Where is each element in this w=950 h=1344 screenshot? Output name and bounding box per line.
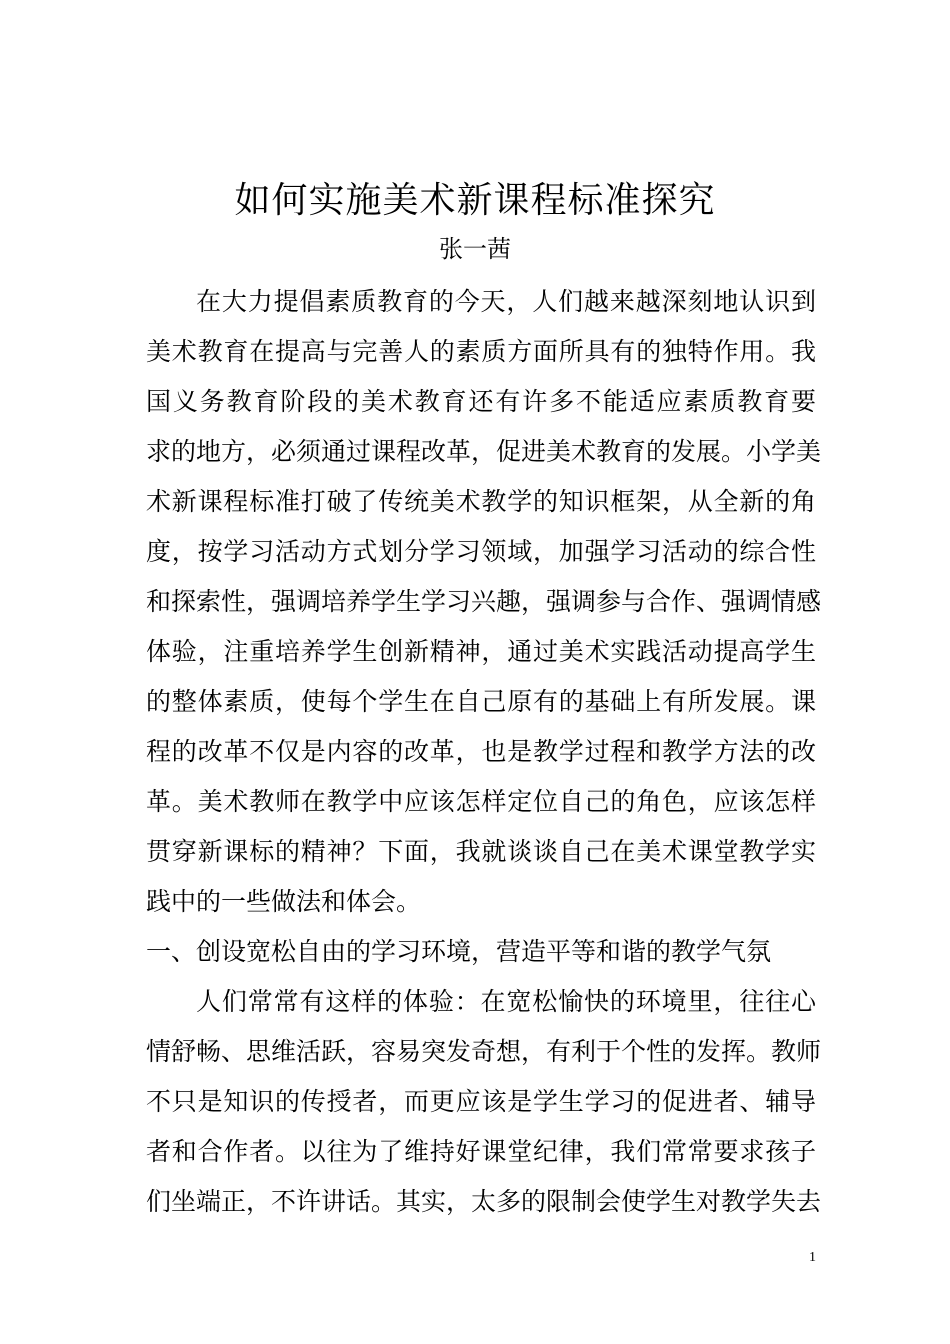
text-line: 践中的一些做法和体会。 xyxy=(146,887,422,916)
text-line: 国义务教育阶段的美术教育还有许多不能适应素质教育要 xyxy=(146,387,816,416)
text-line: 的整体素质，使每个学生在自己原有的基础上有所发展。课 xyxy=(146,687,816,716)
text-line: 体验，注重培养学生创新精神，通过美术实践活动提高学生 xyxy=(146,637,816,666)
body-text xyxy=(146,277,822,1227)
text-line: 度，按学习活动方式划分学习领域，加强学习活动的综合性 xyxy=(146,537,816,566)
page-number: 1 xyxy=(809,1250,816,1265)
text-line: 情舒畅、思维活跃，容易突发奇想，有利于个性的发挥。教师 xyxy=(146,1037,822,1066)
text-line: 们坐端正，不许讲话。其实，太多的限制会使学生对教学失去 xyxy=(146,1187,822,1216)
text-line: 和探索性，强调培养学生学习兴趣，强调参与合作、强调情感 xyxy=(146,587,822,616)
author-name: 张一茜 xyxy=(439,235,511,263)
document-title: 如何实施美术新课程标准探究 xyxy=(234,180,716,221)
text-line: 者和合作者。以往为了维持好课堂纪律，我们常常要求孩子 xyxy=(146,1137,816,1166)
text-line: 贯穿新课标的精神？下面，我就谈谈自己在美术课堂教学实 xyxy=(146,837,816,866)
text-line: 程的改革不仅是内容的改革，也是教学过程和教学方法的改 xyxy=(146,737,816,766)
text-line: 不只是知识的传授者，而更应该是学生学习的促进者、辅导 xyxy=(146,1087,816,1116)
text-line: 美术教育在提高与完善人的素质方面所具有的独特作用。我 xyxy=(146,337,816,366)
section-heading: 一、创设宽松自由的学习环境，营造平等和谐的教学气氛 xyxy=(146,937,772,966)
text-line: 人们常常有这样的体验：在宽松愉快的环境里，往往心 xyxy=(196,987,816,1016)
text-line: 术新课程标准打破了传统美术教学的知识框架，从全新的角 xyxy=(146,487,816,516)
text-line: 求的地方，必须通过课程改革，促进美术教育的发展。小学美 xyxy=(146,437,822,466)
text-line: 革。美术教师在教学中应该怎样定位自己的角色，应该怎样 xyxy=(146,787,816,816)
text-line: 在大力提倡素质教育的今天，人们越来越深刻地认识到 xyxy=(196,287,816,316)
